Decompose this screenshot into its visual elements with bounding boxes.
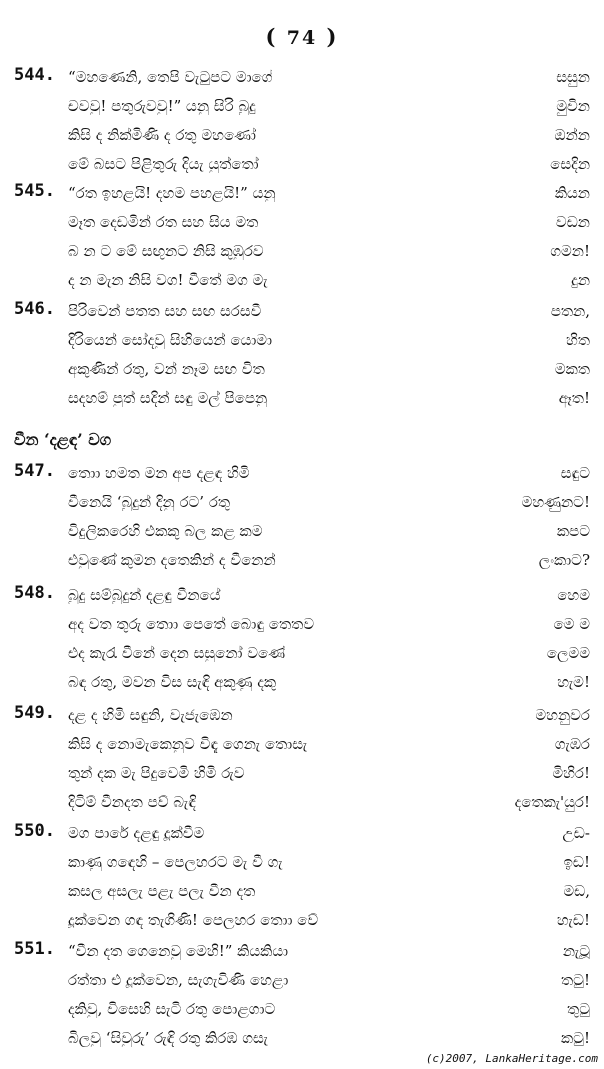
line-end-word: වඩන [555, 213, 590, 231]
line-text: කසල අසලැ පළැ පලැ වීන දත [68, 882, 256, 900]
verse-line [0, 762, 604, 791]
line-text: අකුණින් රතු, වන් නෑම සඟ විත [68, 360, 265, 378]
line-end-word: ඔන්න [554, 126, 590, 144]
verse-line [0, 491, 604, 520]
verse-546 [0, 300, 604, 416]
line-end-word: ගමන! [550, 242, 590, 260]
line-text: රත්තා එ දූක්වෙන, සැගැවිණි හෙළා [68, 971, 289, 989]
line-end-word: කපට [556, 522, 590, 540]
verse-number: 547. [14, 461, 55, 481]
line-text: බඳ රතු, මවන විස සැඳි අකුණු දකු [68, 673, 277, 691]
verse-number: 544. [14, 65, 55, 85]
verse-number: 548. [14, 583, 55, 603]
verse-550 [0, 822, 604, 938]
line-end-word: දතෙකැ'යුර! [514, 793, 590, 811]
verse-line [0, 66, 604, 95]
line-end-word: මඩ, [563, 882, 590, 900]
line-text: වීනෙයි ‘බුදුන් දිනු රට’ රතු [68, 493, 231, 511]
verse-number: 551. [14, 939, 55, 959]
verse-545 [0, 182, 604, 298]
section-heading: වීන ‘දළඳ’ වග [14, 430, 112, 449]
line-text: බුදු සම්බුදුන් දළඳු වීනයේ [68, 586, 221, 604]
verse-line [0, 124, 604, 153]
line-text: මග පාරේ දළඳු දූක්වීම [68, 824, 205, 842]
line-text: චවවු! පතුරුවවු!” යනු සිරි බුදු [68, 97, 256, 115]
line-text: විදුලිකරෙහි එකකු බල කළ කම [68, 522, 263, 540]
line-text: “මහණෙනි, තෙපි වැටුපට මාගේ [68, 68, 273, 86]
line-end-word: ඉඩ! [563, 853, 590, 871]
verse-number: 550. [14, 821, 55, 841]
verse-number: 546. [14, 299, 55, 319]
verse-line [0, 851, 604, 880]
verse-line [0, 240, 604, 269]
page-number-open: ( [265, 24, 278, 49]
line-text: සදහම් පුත් සදින් සඳු මල් පිපෙනු [68, 389, 268, 407]
line-text: බ න ට මේ සඟුනට නිසි කුඹුරව [68, 242, 264, 260]
verse-551 [0, 940, 604, 1056]
line-end-word: ගැඹර [554, 735, 590, 753]
page-number-close: ) [326, 24, 339, 49]
page-number-value: 74 [286, 27, 318, 49]
verse-line [0, 358, 604, 387]
line-text: එවුණේ කුමන දතෙකින් ද වීනෙන් [68, 551, 276, 569]
verse-line [0, 462, 604, 491]
line-text: පිරිවෙන් පතත සහ සඟ සරසවී [68, 302, 262, 320]
verse-line [0, 387, 604, 416]
line-text: මේ බසට පිළිතුරු දියැ යුත්තෝ [68, 155, 259, 173]
verse-547 [0, 462, 604, 578]
page-number [0, 24, 604, 49]
line-text: එද කැරැ වීනේ දෙන සසුනෝ වණේ [68, 644, 286, 662]
line-end-word: තුටු [567, 1000, 590, 1018]
verse-line [0, 613, 604, 642]
line-text: දිරියෙන් සෝදවු සිහියෙන් යොමා [68, 331, 273, 349]
line-text: බිලවු ‘සිවුරු’ රුඳි රතු කිරඹ ගසැ [68, 1029, 268, 1047]
line-text: කිසි ද නික්මිණි ද රතු මහණෝ [68, 126, 256, 144]
copyright-notice: (c)2007, LankaHeritage.com [425, 1052, 598, 1065]
line-text: තුන් දක මැ පිදුවෙමි හිමි රුව [68, 764, 245, 782]
line-end-word: ලෙමම [546, 644, 590, 662]
line-end-word: මහනුවර [535, 706, 590, 724]
line-end-word: මුවින [556, 97, 590, 115]
line-end-word: සෙදින [550, 155, 590, 173]
verse-line [0, 671, 604, 700]
line-text: අද වත තුරු තොා පෙතේ බොඳු තෙතව [68, 615, 315, 633]
line-end-word: ඈත! [558, 389, 590, 407]
verse-line [0, 940, 604, 969]
verse-line [0, 182, 604, 211]
line-end-word: කටු! [561, 1029, 590, 1047]
line-text: “වීන දත ගෙනෙවු මෙහි!” කියකියා [68, 942, 289, 960]
line-end-word: ලංකාට? [538, 551, 590, 569]
verse-line [0, 300, 604, 329]
line-text: කිසි ද නොමැකෙනුව විඳැ ගෙනැ තොසැ [68, 735, 308, 753]
verse-line [0, 704, 604, 733]
line-text: දිටිම් වීනදත පව් බැඳි [68, 793, 196, 811]
verse-line [0, 822, 604, 851]
line-end-word: උඩ- [562, 824, 590, 842]
verse-line [0, 520, 604, 549]
line-text: කාණු ගඳෙහි – පෙලහරට මැ වී ගැ [68, 853, 283, 871]
line-end-word: සඳුට [560, 464, 590, 482]
verse-number: 545. [14, 181, 55, 201]
verse-number: 549. [14, 703, 55, 723]
verse-line [0, 211, 604, 240]
line-end-word: මහණුනට! [521, 493, 590, 511]
verse-544 [0, 66, 604, 182]
line-text: මෑත දෙඩමින් රත සහ සිය මත [68, 213, 259, 231]
line-end-word: මකත [554, 360, 590, 378]
line-text: “රත ඉහළයි! දහම පහළයි!” යනු [68, 184, 276, 202]
line-end-word: හිත [566, 331, 590, 349]
line-end-word: මෙ ම [553, 615, 590, 633]
verse-line [0, 880, 604, 909]
verse-line [0, 791, 604, 820]
verse-line [0, 269, 604, 298]
verse-line [0, 969, 604, 998]
verse-line [0, 642, 604, 671]
line-end-word: හෙම [557, 586, 590, 604]
verse-line [0, 998, 604, 1027]
verse-line [0, 549, 604, 578]
line-end-word: හැඩ! [556, 911, 590, 929]
line-text: දූක්වෙන ගඳ තැගිණි! පෙලහර තොා වේ [68, 911, 319, 929]
line-end-word: පතන, [550, 302, 590, 320]
line-text: දළ ද හිමි සඳුනි, වැජැඹෙන [68, 706, 233, 724]
verse-line [0, 153, 604, 182]
line-end-word: සසුන [556, 68, 590, 86]
line-end-word: දුන [571, 271, 590, 289]
line-end-word: තටු! [561, 971, 590, 989]
line-text: දකිවු, විසෙහි සැටි රතු පොළගාට [68, 1000, 276, 1018]
line-end-word: මිහිර! [552, 764, 590, 782]
verse-548 [0, 584, 604, 700]
verse-line [0, 329, 604, 358]
verse-line [0, 584, 604, 613]
verse-line [0, 733, 604, 762]
line-end-word: හැම! [557, 673, 590, 691]
verse-line [0, 95, 604, 124]
verse-line [0, 909, 604, 938]
line-end-word: කියන [554, 184, 590, 202]
line-end-word: නැටූ [562, 942, 590, 960]
line-text: තොා හමත මන අප දළඳ හිමි [68, 464, 250, 482]
verse-549 [0, 704, 604, 820]
line-text: ද න මැන නිසි වග! වීතේ මග මැ [68, 271, 268, 289]
